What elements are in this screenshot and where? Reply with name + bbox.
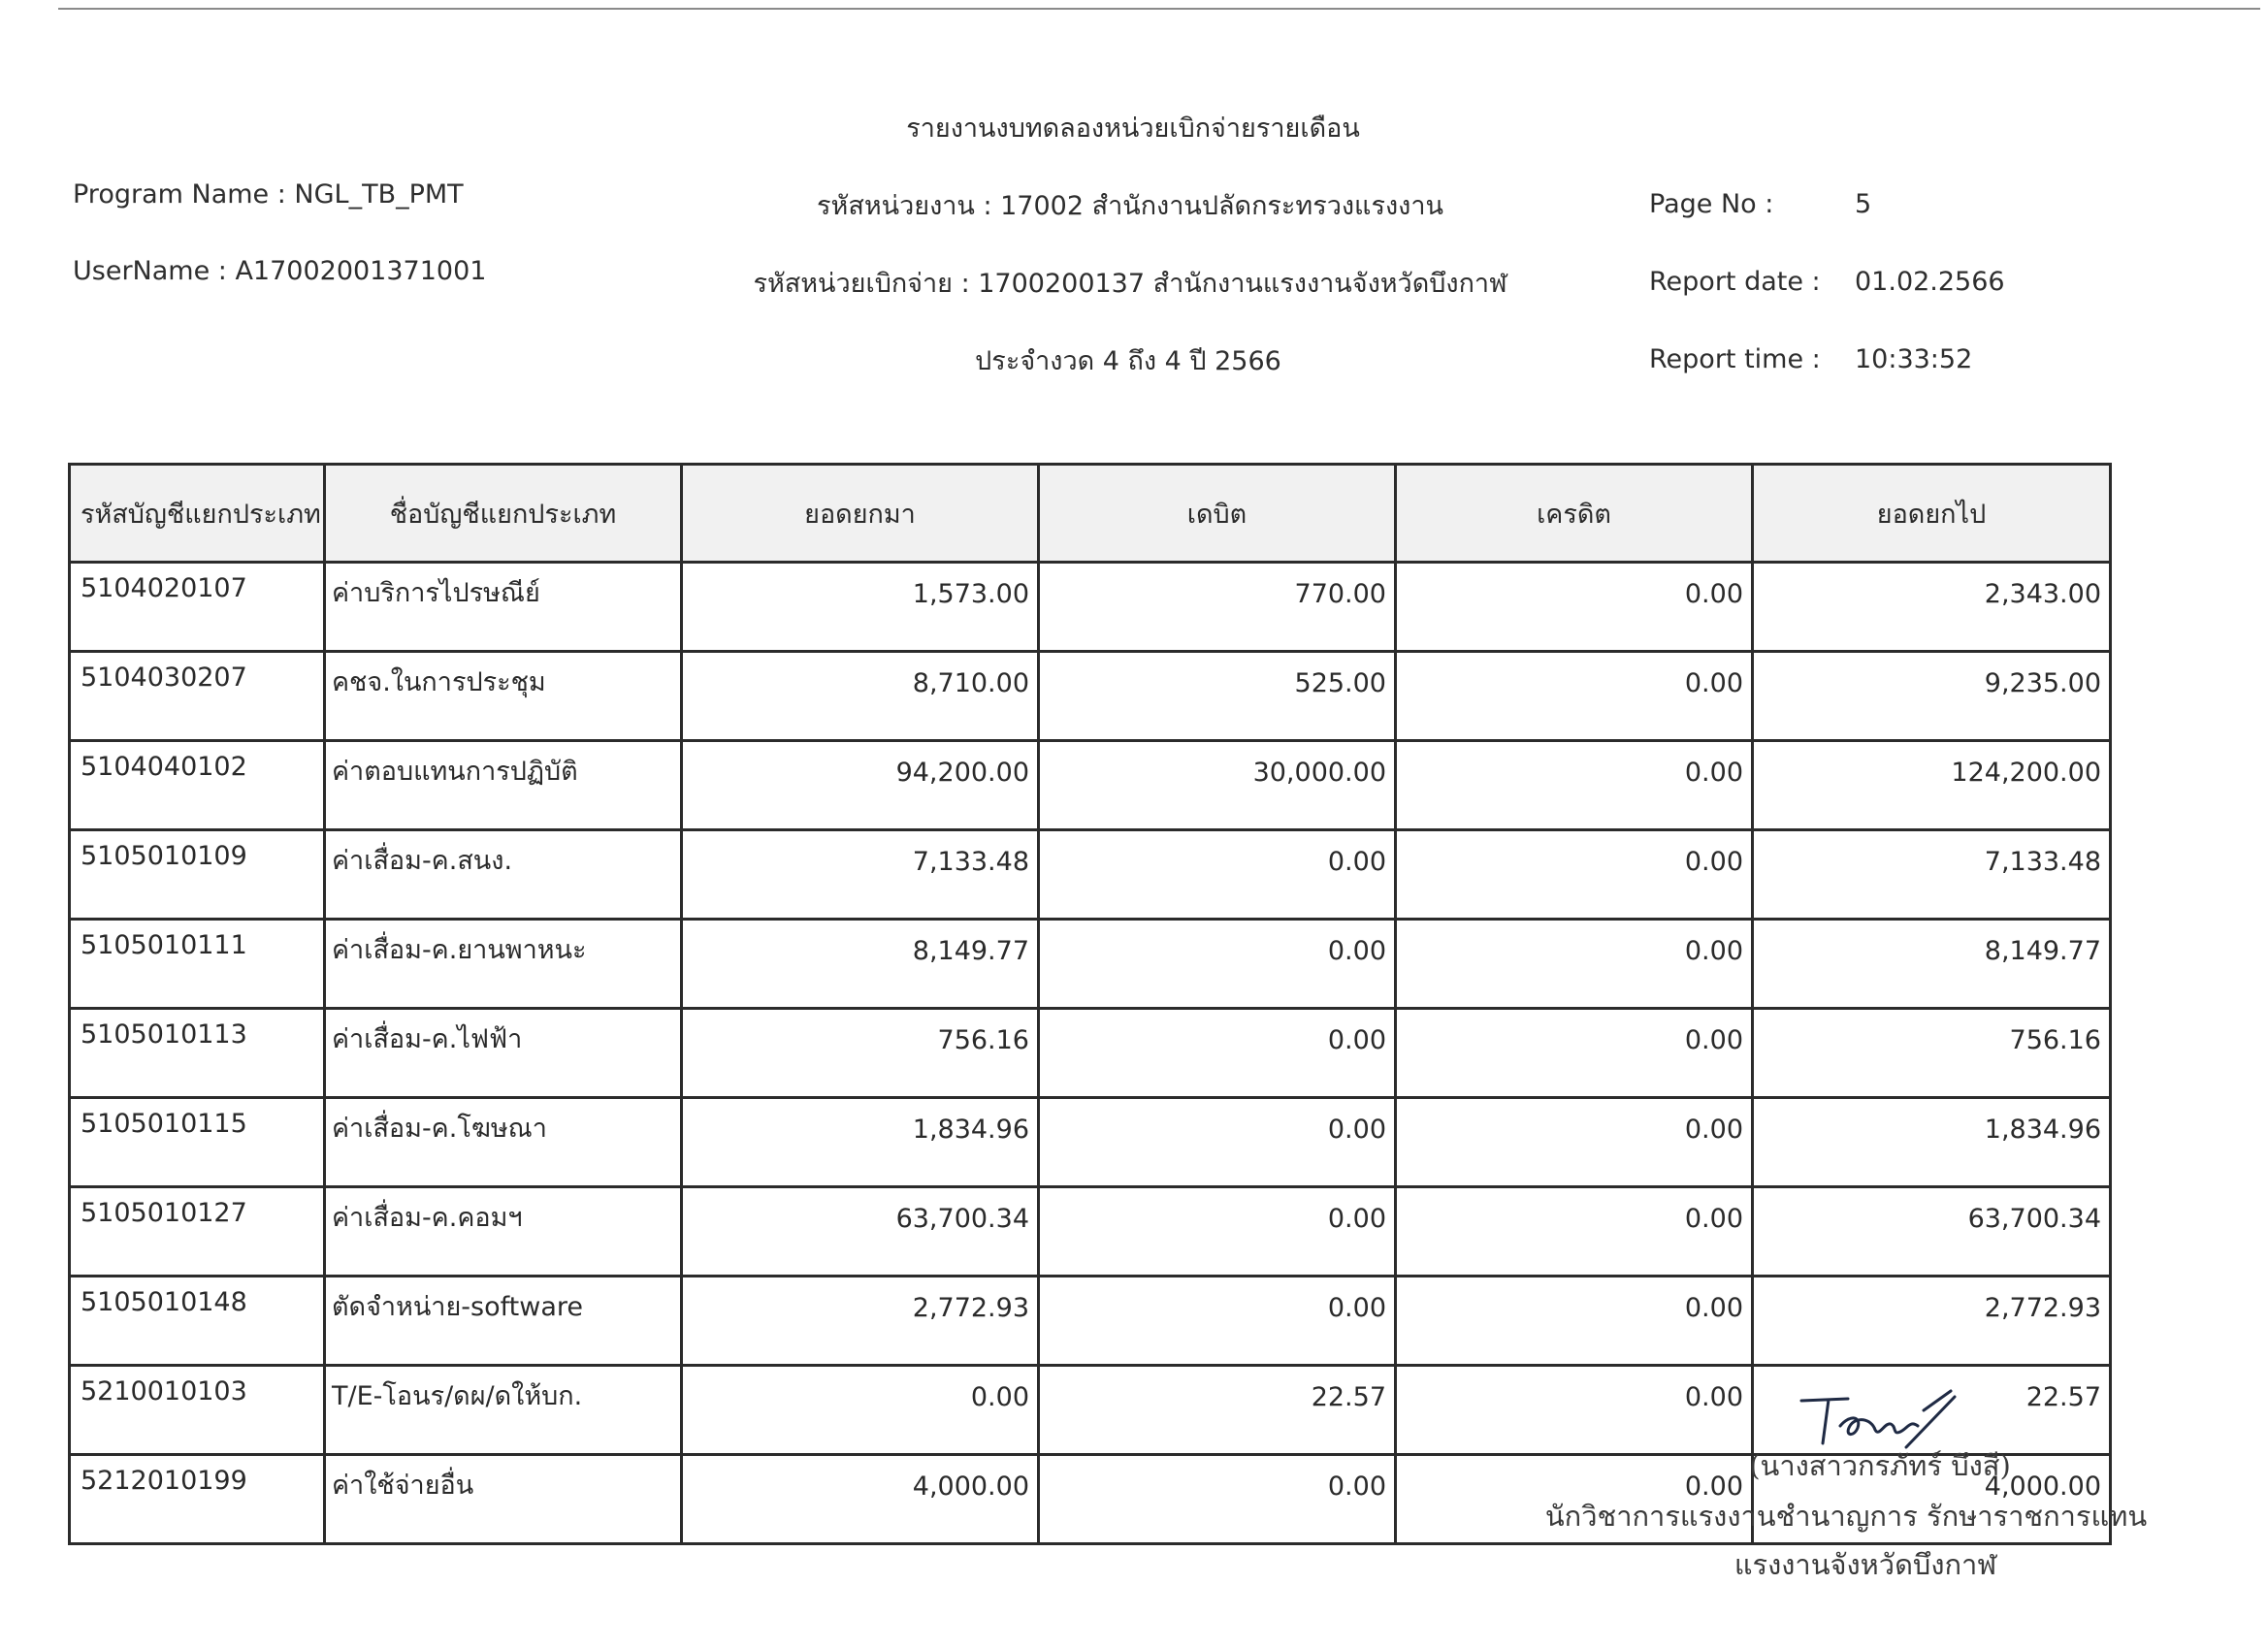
brought-forward-cell: 7,133.48	[682, 830, 1039, 920]
account-code-cell: 5105010113	[70, 1009, 325, 1098]
brought-forward-cell: 63,700.34	[682, 1187, 1039, 1277]
account-name-cell: ค่าใช้จ่ายอื่น	[325, 1455, 682, 1544]
debit-cell: 30,000.00	[1039, 741, 1396, 830]
header-brought-forward: ยอดยกมา	[682, 465, 1039, 563]
brought-forward-cell: 8,149.77	[682, 920, 1039, 1009]
carried-forward-cell: 9,235.00	[1753, 652, 2111, 741]
account-code-cell: 5212010199	[70, 1455, 325, 1544]
account-name-cell: ค่าเสื่อม-ค.สนง.	[325, 830, 682, 920]
table-row	[70, 1098, 2111, 1187]
account-name-cell: ค่าเสื่อม-ค.โฆษณา	[325, 1098, 682, 1187]
account-code-cell: 5105010111	[70, 920, 325, 1009]
account-name-cell: T/E-โอนร/ดผ/ดให้บก.	[325, 1366, 682, 1455]
brought-forward-cell: 1,573.00	[682, 563, 1039, 652]
header-account-name: ชื่อบัญชีแยกประเภท	[325, 465, 682, 563]
carried-forward-cell: 22.57	[1753, 1366, 2111, 1455]
carried-forward-cell: 1,834.96	[1753, 1098, 2111, 1187]
signatory-office: แรงงานจังหวัดบึงกาฬ	[1733, 1548, 1997, 1581]
brought-forward-cell: 8,710.00	[682, 652, 1039, 741]
credit-cell: 0.00	[1396, 652, 1753, 741]
debit-cell: 0.00	[1039, 1455, 1396, 1544]
debit-cell: 0.00	[1039, 920, 1396, 1009]
carried-forward-cell: 2,343.00	[1753, 563, 2111, 652]
account-code-cell: 5104020107	[70, 563, 325, 652]
report-time-label: Report time :	[1649, 344, 1821, 374]
table-header-row	[70, 465, 2111, 563]
credit-cell: 0.00	[1396, 741, 1753, 830]
signatory-name: (นางสาวกรภัทร์ บึงสี)	[1749, 1449, 2011, 1482]
brought-forward-cell: 0.00	[682, 1366, 1039, 1455]
page-no-value: 5	[1855, 189, 1872, 219]
account-code-cell: 5105010115	[70, 1098, 325, 1187]
carried-forward-cell: 124,200.00	[1753, 741, 2111, 830]
debit-cell: 0.00	[1039, 1009, 1396, 1098]
table-row	[70, 920, 2111, 1009]
program-name: Program Name : NGL_TB_PMT	[73, 179, 464, 210]
report-date-label: Report date :	[1649, 267, 1821, 297]
credit-cell: 0.00	[1396, 1098, 1753, 1187]
carried-forward-cell: 2,772.93	[1753, 1277, 2111, 1366]
brought-forward-cell: 1,834.96	[682, 1098, 1039, 1187]
trial-balance-table	[68, 463, 2112, 1545]
header-credit: เครดิต	[1396, 465, 1753, 563]
table-row	[70, 1277, 2111, 1366]
credit-cell: 0.00	[1396, 1187, 1753, 1277]
agency-code: รหัสหน่วยงาน : 17002 สำนักงานปลัดกระทรวงแรงงาน	[817, 191, 1443, 221]
account-name-cell: ตัดจำหน่าย-software	[325, 1277, 682, 1366]
report-time-value: 10:33:52	[1855, 344, 1973, 374]
table-row	[70, 1009, 2111, 1098]
credit-cell: 0.00	[1396, 563, 1753, 652]
signatory-position: นักวิชาการแรงงานชำนาญการ รักษาราชการแทน	[1544, 1500, 2148, 1533]
credit-cell: 0.00	[1396, 920, 1753, 1009]
table-row	[70, 1187, 2111, 1277]
account-name-cell: ค่าตอบแทนการปฏิบัติ	[325, 741, 682, 830]
credit-cell: 0.00	[1396, 1277, 1753, 1366]
table-row	[70, 563, 2111, 652]
user-name: UserName : A17002001371001	[73, 256, 487, 286]
carried-forward-cell: 7,133.48	[1753, 830, 2111, 920]
account-code-cell: 5105010109	[70, 830, 325, 920]
carried-forward-cell: 4,000.00	[1753, 1455, 2111, 1544]
account-name-cell: คชจ.ในการประชุม	[325, 652, 682, 741]
header-debit: เดบิต	[1039, 465, 1396, 563]
debit-cell: 22.57	[1039, 1366, 1396, 1455]
debit-cell: 0.00	[1039, 1187, 1396, 1277]
account-code-cell: 5210010103	[70, 1366, 325, 1455]
account-name-cell: ค่าเสื่อม-ค.คอมฯ	[325, 1187, 682, 1277]
account-code-cell: 5104040102	[70, 741, 325, 830]
credit-cell: 0.00	[1396, 1366, 1753, 1455]
carried-forward-cell: 756.16	[1753, 1009, 2111, 1098]
top-border-line	[58, 8, 2260, 10]
report-title: รายงานงบทดลองหน่วยเบิกจ่ายรายเดือน	[906, 113, 1360, 144]
header-account-code: รหัสบัญชีแยกประเภท	[70, 465, 325, 563]
debit-cell: 0.00	[1039, 830, 1396, 920]
debit-cell: 0.00	[1039, 1277, 1396, 1366]
debit-cell: 525.00	[1039, 652, 1396, 741]
credit-cell: 0.00	[1396, 830, 1753, 920]
page-no-label: Page No :	[1649, 189, 1774, 219]
account-code-cell: 5104030207	[70, 652, 325, 741]
account-name-cell: ค่าเสื่อม-ค.ไฟฟ้า	[325, 1009, 682, 1098]
report-period: ประจำงวด 4 ถึง 4 ปี 2566	[975, 346, 1281, 376]
credit-cell: 0.00	[1396, 1455, 1753, 1544]
disbursing-unit-code: รหัสหน่วยเบิกจ่าย : 1700200137 สำนักงานแรงงานจังหวัดบึงกาฬ	[753, 269, 1507, 299]
account-code-cell: 5105010127	[70, 1187, 325, 1277]
table-row	[70, 652, 2111, 741]
credit-cell: 0.00	[1396, 1009, 1753, 1098]
carried-forward-cell: 63,700.34	[1753, 1187, 2111, 1277]
brought-forward-cell: 2,772.93	[682, 1277, 1039, 1366]
brought-forward-cell: 4,000.00	[682, 1455, 1039, 1544]
brought-forward-cell: 756.16	[682, 1009, 1039, 1098]
debit-cell: 0.00	[1039, 1098, 1396, 1187]
header-carried-forward: ยอดยกไป	[1753, 465, 2111, 563]
table-row	[70, 741, 2111, 830]
report-date-value: 01.02.2566	[1855, 267, 2005, 297]
brought-forward-cell: 94,200.00	[682, 741, 1039, 830]
table-row	[70, 830, 2111, 920]
account-name-cell: ค่าบริการไปรษณีย์	[325, 563, 682, 652]
account-name-cell: ค่าเสื่อม-ค.ยานพาหนะ	[325, 920, 682, 1009]
carried-forward-cell: 8,149.77	[1753, 920, 2111, 1009]
account-code-cell: 5105010148	[70, 1277, 325, 1366]
debit-cell: 770.00	[1039, 563, 1396, 652]
